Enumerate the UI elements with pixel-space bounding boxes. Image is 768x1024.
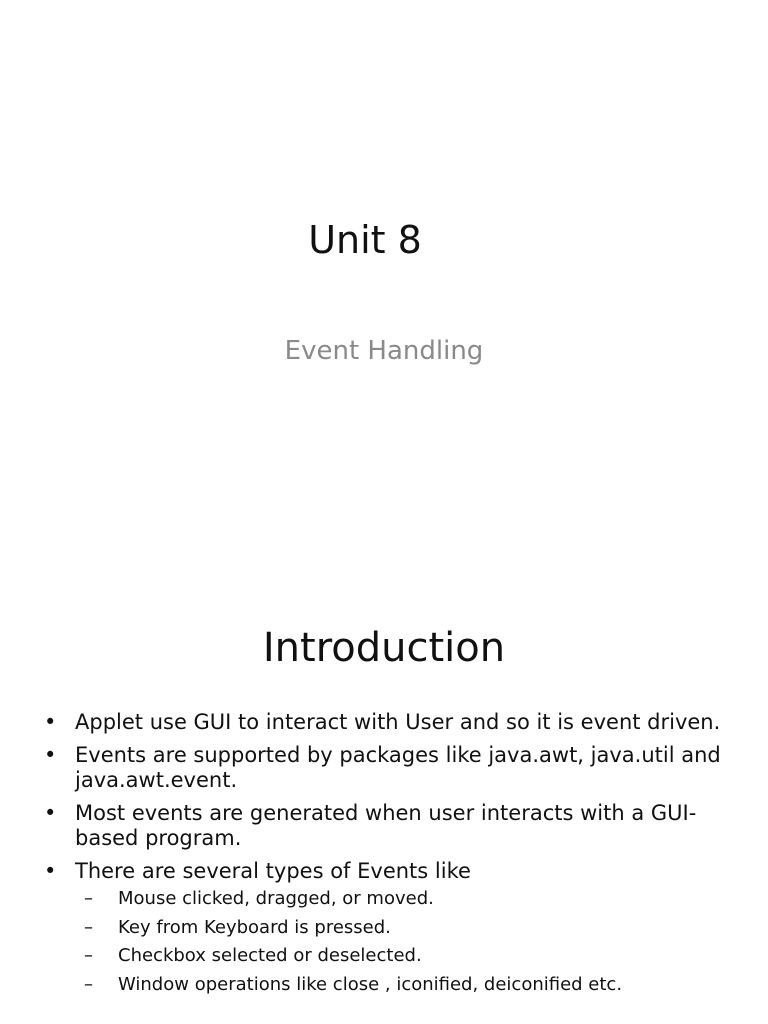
bullet-glyph: • (44, 743, 57, 767)
bullet-glyph: • (44, 710, 57, 734)
sub-bullet-list (75, 888, 744, 995)
sub-bullet-text: Window operations like close , iconified, deiconified etc. (118, 973, 623, 995)
bullet-glyph: • (44, 859, 57, 883)
introduction-slide (0, 512, 768, 1024)
sub-bullet-item (84, 974, 744, 996)
bullet-text: Applet use GUI to interact with User and so it is event driven. (75, 710, 721, 734)
bullet-item (44, 743, 744, 793)
bullet-text: Most events are generated when user interacts with a GUI-based program. (75, 801, 697, 850)
sub-bullet-glyph: – (84, 888, 93, 909)
bullet-item (44, 710, 744, 735)
slide-subtitle: Event Handling (284, 336, 484, 366)
sub-bullet-item (84, 917, 744, 939)
sub-bullet-text: Checkbox selected or deselected. (118, 945, 422, 966)
sub-bullet-item (84, 888, 744, 910)
bullet-list (44, 710, 744, 1003)
bullet-text: Events are supported by packages like java.awt, java.util and java.awt.event. (75, 743, 721, 792)
slide-title-introduction: Introduction (262, 625, 506, 671)
sub-bullet-glyph: – (84, 973, 93, 995)
slide-title-unit: Unit 8 (308, 218, 422, 262)
sub-bullet-glyph: – (84, 945, 93, 966)
sub-bullet-item (84, 945, 744, 967)
bullet-text: There are several types of Events like (75, 859, 471, 883)
bullet-item (44, 801, 744, 851)
sub-bullet-glyph: – (84, 916, 93, 938)
sub-bullet-text: Mouse clicked, dragged, or moved. (118, 888, 434, 909)
bullet-glyph: • (44, 801, 57, 825)
sub-bullet-text: Key from Keyboard is pressed. (118, 916, 391, 938)
bullet-item (44, 859, 744, 995)
